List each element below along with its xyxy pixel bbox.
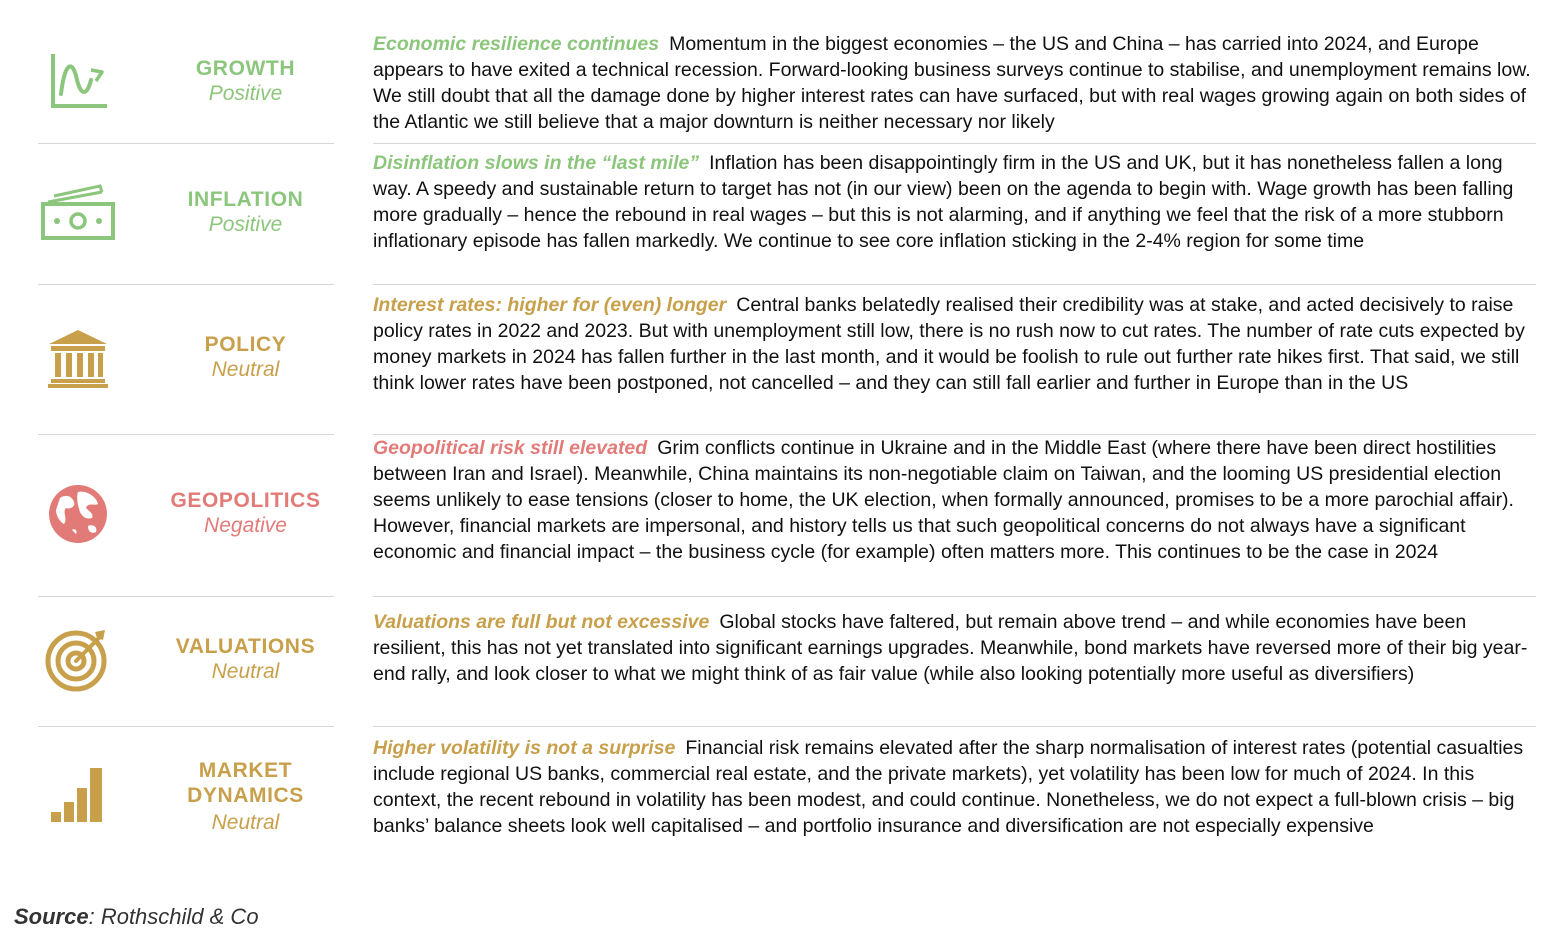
divider bbox=[373, 726, 1536, 727]
row-label bbox=[143, 187, 348, 237]
row-title: VALUATIONS bbox=[175, 635, 316, 658]
row-body: Financial risk remains elevated after the sharp normalisation of interest rates (potential casualties include regional US banks, commercial real estate, and the private markets), yet volatility has been low for much of 2024. In this context, the recent rebound in volatility has been modest, and could continue. Nonetheless, we do not expect a full-blown crisis – big banks’ balance sheets look well capitalised – and portfolio insurance and diversification are not especially expensive bbox=[373, 737, 1524, 837]
row-label bbox=[143, 758, 348, 835]
banknote-icon bbox=[38, 184, 118, 242]
globe-icon bbox=[38, 482, 118, 546]
row-text bbox=[373, 609, 1538, 687]
row-body: Global stocks have faltered, but remain above trend – and while economies have been resilient, this has not yet translated into significant earnings upgrades. Meanwhile, bond markets have reversed more of their big year-end rally, and look closer to what we might think of as fair value (while also looking potentially more useful as diversifiers) bbox=[373, 611, 1528, 685]
bar-chart-icon bbox=[38, 766, 118, 824]
row-headline: Interest rates: higher for (even) longer bbox=[373, 294, 727, 316]
divider bbox=[38, 143, 334, 144]
row-headline: Valuations are full but not excessive bbox=[373, 611, 710, 633]
row-body: Inflation has been disappointingly firm in the US and UK, but it has nonetheless fallen a long way. A speedy and sustainable return to target has not (in our view) been on the agenda to begin with. Wage growth has been falling more gradually – hence the rebound in real wages – but this is not alarming, and if anything we feel that the risk of a more stubborn inflationary episode has fallen markedly. We continue to see core inflation sticking in the 2-4% region for some time bbox=[373, 152, 1514, 252]
row-status: Negative bbox=[204, 514, 287, 537]
source-text: : Rothschild & Co bbox=[88, 904, 259, 929]
bank-building-icon bbox=[38, 328, 118, 388]
row-status: Neutral bbox=[211, 660, 280, 683]
row-status: Neutral bbox=[211, 358, 280, 381]
row-title: GROWTH bbox=[195, 57, 296, 80]
row-status: Positive bbox=[208, 213, 283, 236]
divider bbox=[38, 596, 334, 597]
row-body: Central banks belatedly realised their credibility was at stake, and acted decisively to raise policy rates in 2022 and 2023. But with unemployment still low, there is no rush now to cut rates. The number of rate cuts expected by money markets in 2024 has fallen further in the last month, and it would be foolish to rule out further rate hikes first. That said, we still think lower rates have been postponed, not cancelled – and they can still fall earlier and further in Europe than in the US bbox=[373, 294, 1525, 394]
growth-chart-icon bbox=[38, 50, 118, 112]
row-label bbox=[143, 56, 348, 106]
row-headline: Disinflation slows in the “last mile” bbox=[373, 152, 700, 174]
row-status: Positive bbox=[208, 82, 283, 105]
source-label: Source bbox=[14, 904, 89, 929]
source-note bbox=[14, 904, 259, 930]
row-label bbox=[143, 634, 348, 684]
divider bbox=[373, 596, 1536, 597]
row-label bbox=[143, 332, 348, 382]
row-title-line1: MARKET bbox=[198, 759, 293, 782]
row-headline: Geopolitical risk still elevated bbox=[373, 437, 648, 459]
divider bbox=[373, 143, 1536, 144]
row-text bbox=[373, 435, 1538, 565]
row-body: Grim conflicts continue in Ukraine and in the Middle East (where there have been direct hostilities between Iran and Israel). Meanwhile, China maintains its non-negotiable claim on Taiwan, and the looming US presidential election seems unlikely to ease tensions (closer to home, the UK election, when formally announced, promises to be a more parochial affair). However, financial markets are impersonal, and history tells us that such geopolitical concerns do not always have a significant economic and financial impact – the business cycle (for example) often matters more. This continues to be the case in 2024 bbox=[373, 437, 1514, 563]
row-label bbox=[143, 488, 348, 538]
row-text bbox=[373, 735, 1538, 839]
row-headline: Higher volatility is not a surprise bbox=[373, 737, 676, 759]
row-body: Momentum in the biggest economies – the US and China – has carried into 2024, and Europe appears to have exited a technical recession. Forward-looking business surveys continue to stabilise, and unemployment remains low. We still doubt that all the damage done by higher interest rates can have surfaced, but with real wages growing again on both sides of the Atlantic we still believe that a major downturn is neither necessary nor likely bbox=[373, 33, 1531, 133]
divider bbox=[373, 284, 1536, 285]
row-text bbox=[373, 292, 1538, 396]
divider bbox=[38, 434, 334, 435]
row-text bbox=[373, 150, 1538, 254]
row-title: POLICY bbox=[204, 333, 287, 356]
row-title: INFLATION bbox=[187, 188, 304, 211]
row-headline: Economic resilience continues bbox=[373, 33, 660, 55]
row-status: Neutral bbox=[211, 811, 280, 834]
divider bbox=[38, 726, 334, 727]
row-title: GEOPOLITICS bbox=[170, 489, 321, 512]
row-title-line2: DYNAMICS bbox=[187, 784, 304, 807]
target-icon bbox=[38, 626, 118, 692]
row-text bbox=[373, 31, 1538, 135]
divider bbox=[38, 284, 334, 285]
